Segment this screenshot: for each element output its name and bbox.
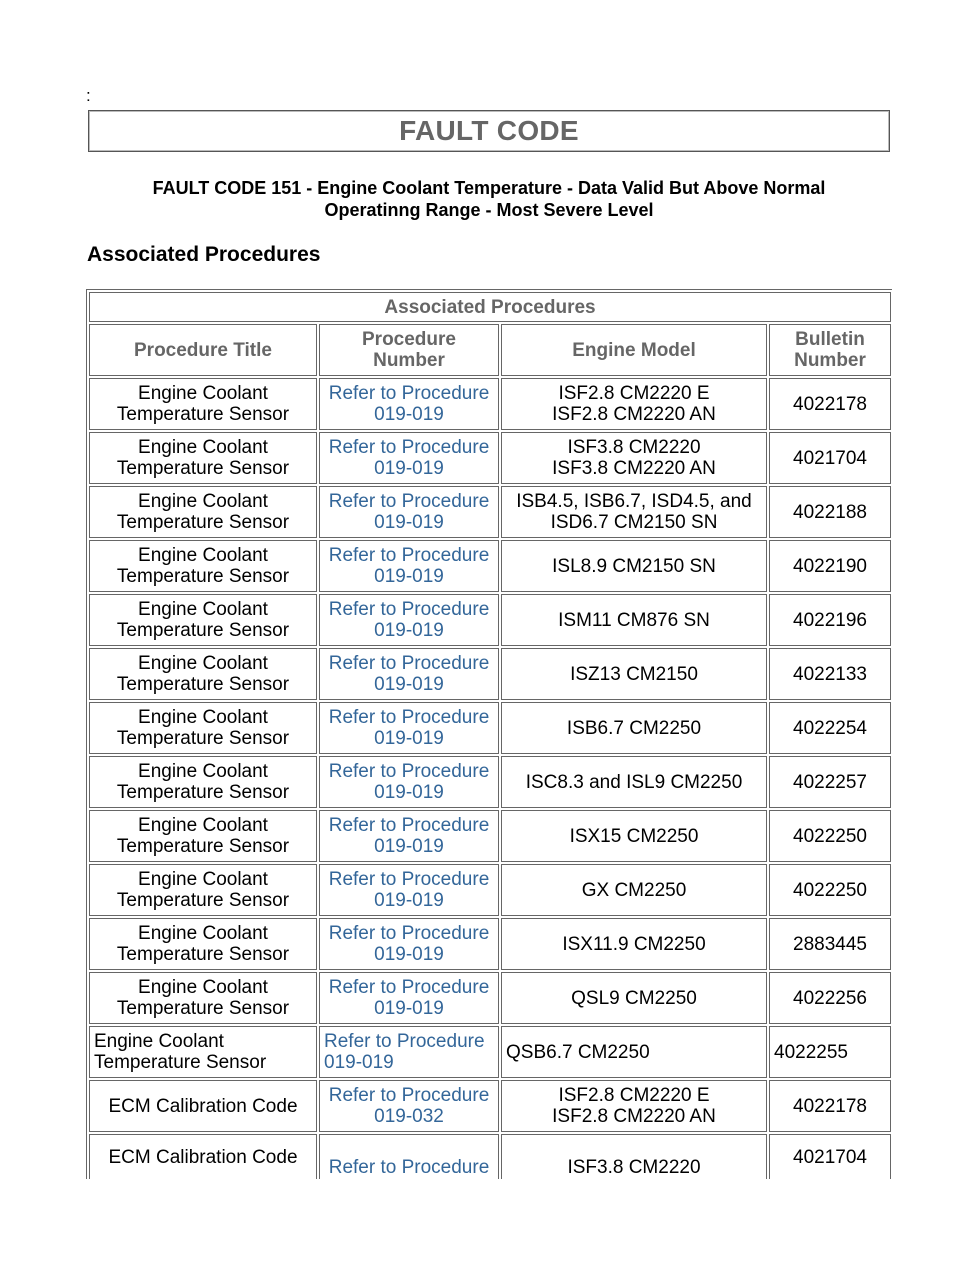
procedure-link-line-1: Refer to Procedure xyxy=(328,1085,490,1106)
bulletin-number-cell: 4022250 xyxy=(769,810,891,862)
procedure-title-cell xyxy=(89,486,317,538)
engine-model-cell xyxy=(501,1080,767,1132)
engine-model-cell xyxy=(501,972,767,1024)
header-bulletin-number-line-2: Number xyxy=(794,350,866,371)
bulletin-number-cell: 4022196 xyxy=(769,594,891,646)
procedure-link-line-2: 019-019 xyxy=(374,512,444,533)
procedure-link-line-1: Refer to Procedure xyxy=(328,545,490,566)
procedure-link-line-2: 019-019 xyxy=(374,944,444,965)
table-row xyxy=(89,1134,891,1179)
procedure-title-line-2: Temperature Sensor xyxy=(94,1052,267,1073)
procedure-link[interactable] xyxy=(319,432,499,484)
procedure-title-cell xyxy=(89,378,317,430)
fault-code-banner: FAULT CODE xyxy=(88,110,890,152)
procedure-title-line-1: Engine Coolant xyxy=(138,815,268,836)
procedure-title-cell xyxy=(89,1026,317,1078)
procedure-title-cell xyxy=(89,756,317,808)
procedure-title-cell xyxy=(89,594,317,646)
procedure-title-line-1: Engine Coolant xyxy=(138,599,268,620)
procedure-link-line-2: 019-019 xyxy=(374,998,444,1019)
procedures-table-container xyxy=(86,289,892,1179)
fault-title-line-2: Operatinng Range - Most Severe Level xyxy=(324,200,654,220)
procedure-link-line-1: Refer to Procedure xyxy=(328,1157,490,1178)
engine-model-line-1: ISZ13 CM2150 xyxy=(570,663,698,685)
procedure-title-line-2: Temperature Sensor xyxy=(116,512,290,533)
engine-model-cell xyxy=(501,1134,767,1179)
header-procedure-title: Procedure Title xyxy=(89,324,317,376)
procedure-title-line-2: Temperature Sensor xyxy=(116,458,290,479)
table-row xyxy=(89,594,891,646)
table-row xyxy=(89,540,891,592)
procedure-link-line-2: 019-019 xyxy=(374,836,444,857)
engine-model-line-1: GX CM2250 xyxy=(581,879,687,901)
procedure-link[interactable] xyxy=(319,540,499,592)
bulletin-number-cell: 4022256 xyxy=(769,972,891,1024)
procedure-title-line-1: Engine Coolant xyxy=(138,923,268,944)
procedure-link-line-2: 019-019 xyxy=(374,620,444,641)
procedure-title-line-1: Engine Coolant xyxy=(138,869,268,890)
bulletin-number-cell: 4021704 xyxy=(769,1134,891,1179)
procedure-title-line-1: Engine Coolant xyxy=(138,491,268,512)
bulletin-number-cell: 2883445 xyxy=(769,918,891,970)
engine-model-line-1: ISF2.8 CM2220 E xyxy=(558,1085,710,1106)
engine-model-line-1: ISF2.8 CM2220 E xyxy=(558,383,710,404)
procedure-link-line-2: 019-019 xyxy=(324,1052,394,1073)
table-row xyxy=(89,1026,891,1078)
bulletin-number-cell: 4022254 xyxy=(769,702,891,754)
bulletin-number-cell: 4022133 xyxy=(769,648,891,700)
table-row xyxy=(89,756,891,808)
header-bulletin-number-line-1: Bulletin xyxy=(795,329,865,350)
engine-model-line-1: ISL8.9 CM2150 SN xyxy=(552,555,716,577)
procedure-link[interactable] xyxy=(319,486,499,538)
procedure-link-line-1: Refer to Procedure xyxy=(328,383,490,404)
engine-model-line-2: ISD6.7 CM2150 SN xyxy=(550,512,718,533)
procedure-link[interactable] xyxy=(319,648,499,700)
procedure-link-line-1: Refer to Procedure xyxy=(328,437,490,458)
engine-model-line-1: ISB4.5, ISB6.7, ISD4.5, and xyxy=(516,491,752,512)
engine-model-cell xyxy=(501,540,767,592)
engine-model-cell xyxy=(501,486,767,538)
procedure-title-cell xyxy=(89,540,317,592)
bulletin-number-cell: 4022178 xyxy=(769,1080,891,1132)
procedure-title-line-2: Temperature Sensor xyxy=(116,566,290,587)
procedure-title-line-1: Engine Coolant xyxy=(138,761,268,782)
procedure-title-cell xyxy=(89,1134,317,1179)
engine-model-line-1: ISF3.8 CM2220 xyxy=(567,1157,701,1178)
procedure-title-line-2: Temperature Sensor xyxy=(116,944,290,965)
engine-model-line-1: ISB6.7 CM2250 xyxy=(566,717,702,739)
engine-model-cell xyxy=(501,1026,767,1078)
bulletin-number-cell: 4022257 xyxy=(769,756,891,808)
table-row xyxy=(89,702,891,754)
table-row xyxy=(89,972,891,1024)
bulletin-number-cell: 4021704 xyxy=(769,432,891,484)
procedure-title-line-1: ECM Calibration Code xyxy=(108,1147,298,1168)
procedures-table xyxy=(86,289,892,1179)
procedure-title-cell xyxy=(89,1080,317,1132)
procedure-link-line-1: Refer to Procedure xyxy=(328,923,490,944)
engine-model-line-2: ISF2.8 CM2220 AN xyxy=(552,404,716,425)
procedure-link-line-1: Refer to Procedure xyxy=(328,761,490,782)
header-procedure-number-line-1: Procedure xyxy=(362,329,456,350)
procedure-link-line-1: Refer to Procedure xyxy=(328,707,490,728)
procedure-title-line-2: Temperature Sensor xyxy=(116,836,290,857)
engine-model-cell xyxy=(501,432,767,484)
header-procedure-number xyxy=(319,324,499,376)
engine-model-line-1: ISX15 CM2250 xyxy=(569,825,699,847)
engine-model-cell xyxy=(501,702,767,754)
procedure-link-line-2: 019-032 xyxy=(374,1106,444,1127)
header-bulletin-number xyxy=(769,324,891,376)
table-row xyxy=(89,378,891,430)
procedure-link[interactable] xyxy=(319,864,499,916)
procedure-link-line-2: 019-019 xyxy=(374,674,444,695)
table-row xyxy=(89,918,891,970)
page-colon: : xyxy=(86,86,91,105)
engine-model-line-2: ISF2.8 CM2220 AN xyxy=(552,1106,716,1127)
procedure-link-line-1: Refer to Procedure xyxy=(324,1031,485,1052)
procedure-title-cell xyxy=(89,810,317,862)
engine-model-cell xyxy=(501,594,767,646)
procedure-link[interactable] xyxy=(319,1134,499,1179)
procedure-title-line-1: ECM Calibration Code xyxy=(108,1095,298,1117)
engine-model-cell xyxy=(501,648,767,700)
fault-title-line-1: FAULT CODE 151 - Engine Coolant Temperature - Data Valid But Above Normal xyxy=(152,178,826,198)
procedure-title-line-2: Temperature Sensor xyxy=(116,404,290,425)
table-row xyxy=(89,648,891,700)
procedure-link-line-2: 019-019 xyxy=(374,782,444,803)
engine-model-line-1: QSL9 CM2250 xyxy=(571,987,697,1009)
procedure-link-line-1: Refer to Procedure xyxy=(328,491,490,512)
bulletin-number-cell: 4022190 xyxy=(769,540,891,592)
procedure-title-line-2: Temperature Sensor xyxy=(116,728,290,749)
procedure-link[interactable] xyxy=(319,1026,499,1078)
engine-model-line-1: ISC8.3 and ISL9 CM2250 xyxy=(525,771,743,793)
engine-model-cell xyxy=(501,810,767,862)
procedure-link[interactable] xyxy=(319,378,499,430)
procedure-link-line-2: 019-019 xyxy=(374,458,444,479)
procedure-title-line-1: Engine Coolant xyxy=(138,437,268,458)
header-procedure-number-line-2: Number xyxy=(373,350,445,371)
table-row xyxy=(89,486,891,538)
procedure-link-line-1: Refer to Procedure xyxy=(328,869,490,890)
procedure-link[interactable] xyxy=(319,1080,499,1132)
header-engine-model: Engine Model xyxy=(501,324,767,376)
procedure-link-line-2: 019-019 xyxy=(374,566,444,587)
bulletin-number-cell: 4022188 xyxy=(769,486,891,538)
procedure-title-line-1: Engine Coolant xyxy=(138,545,268,566)
bulletin-number-cell: 4022255 xyxy=(769,1026,891,1078)
engine-model-cell xyxy=(501,756,767,808)
procedure-title-line-2: Temperature Sensor xyxy=(116,782,290,803)
procedure-title-line-2: Temperature Sensor xyxy=(116,890,290,911)
procedure-link-line-1: Refer to Procedure xyxy=(328,599,490,620)
fault-code-title xyxy=(88,177,890,221)
procedure-title-cell xyxy=(89,648,317,700)
bulletin-number-cell: 4022250 xyxy=(769,864,891,916)
engine-model-cell xyxy=(501,918,767,970)
procedure-link-line-1: Refer to Procedure xyxy=(328,977,490,998)
procedure-title-line-1: Engine Coolant xyxy=(138,977,268,998)
procedure-link[interactable] xyxy=(319,972,499,1024)
procedure-link[interactable] xyxy=(319,702,499,754)
procedure-title-line-1: Engine Coolant xyxy=(94,1031,224,1052)
engine-model-line-1: ISM11 CM876 SN xyxy=(558,609,710,631)
procedure-link-line-1: Refer to Procedure xyxy=(328,653,490,674)
procedure-title-cell xyxy=(89,972,317,1024)
procedure-link-line-2: 019-019 xyxy=(374,728,444,749)
table-header-row xyxy=(89,324,891,376)
procedure-title-line-2: Temperature Sensor xyxy=(116,674,290,695)
engine-model-cell xyxy=(501,378,767,430)
bulletin-number-cell: 4022178 xyxy=(769,378,891,430)
procedure-title-line-1: Engine Coolant xyxy=(138,707,268,728)
procedure-title-cell xyxy=(89,432,317,484)
table-row xyxy=(89,810,891,862)
procedure-link[interactable] xyxy=(319,918,499,970)
associated-procedures-heading: Associated Procedures xyxy=(87,243,321,266)
procedure-link[interactable] xyxy=(319,810,499,862)
engine-model-line-2: ISF3.8 CM2220 AN xyxy=(552,458,716,479)
table-row xyxy=(89,864,891,916)
procedure-title-line-2: Temperature Sensor xyxy=(116,998,290,1019)
procedure-link-line-2: 019-019 xyxy=(374,404,444,425)
procedure-title-cell xyxy=(89,702,317,754)
engine-model-line-1: ISX11.9 CM2250 xyxy=(562,933,706,955)
engine-model-cell xyxy=(501,864,767,916)
table-row xyxy=(89,432,891,484)
procedure-link[interactable] xyxy=(319,594,499,646)
table-row xyxy=(89,1080,891,1132)
procedure-title-line-1: Engine Coolant xyxy=(138,383,268,404)
procedure-link-line-1: Refer to Procedure xyxy=(328,815,490,836)
procedure-title-line-1: Engine Coolant xyxy=(138,653,268,674)
procedure-link[interactable] xyxy=(319,756,499,808)
procedure-title-cell xyxy=(89,864,317,916)
procedure-link-line-2: 019-019 xyxy=(374,890,444,911)
engine-model-line-1: QSB6.7 CM2250 xyxy=(506,1041,650,1063)
table-caption: Associated Procedures xyxy=(89,292,891,322)
procedure-title-line-2: Temperature Sensor xyxy=(116,620,290,641)
procedure-title-cell xyxy=(89,918,317,970)
engine-model-line-1: ISF3.8 CM2220 xyxy=(567,437,701,458)
